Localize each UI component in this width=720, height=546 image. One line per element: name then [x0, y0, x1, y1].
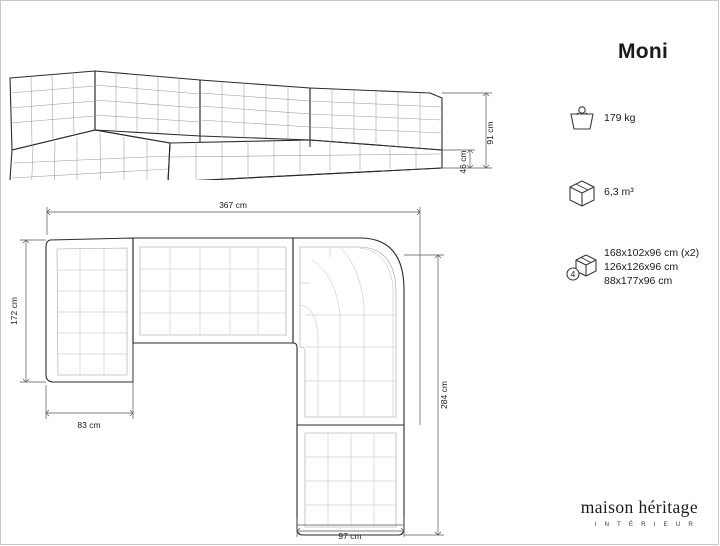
info-panel [560, 40, 710, 323]
spec-weight [560, 98, 710, 138]
dim-front-total-height: 91 cm [485, 121, 495, 145]
box-volume-icon [560, 176, 604, 208]
packages-icon [560, 250, 604, 284]
top-view-drawing [0, 195, 520, 545]
spec-packages [560, 246, 710, 289]
dim-left-module-width: 83 cm [77, 420, 101, 430]
dim-top-total-width: 367 cm [219, 200, 247, 210]
brand-name: maison héritage [580, 497, 698, 517]
volume-value: 6,3 m³ [604, 185, 634, 198]
spec-volume [560, 172, 710, 212]
top-view-svg [0, 195, 520, 540]
brand-logo [581, 497, 698, 528]
brand-tagline: I N T É R I E U R [594, 521, 696, 528]
dim-bottom-module-width: 97 cm [338, 531, 362, 540]
front-view-drawing [0, 30, 520, 185]
page-title: Moni [618, 40, 669, 63]
packages-value: 168x102x96 cm (x2) 126x126x96 cm 88x177x96 cm [604, 247, 700, 288]
dim-top-right-depth: 284 cm [439, 381, 449, 409]
package-count-badge: 4 [570, 269, 576, 280]
weight-icon [560, 104, 604, 132]
dim-top-left-depth: 172 cm [9, 297, 19, 325]
weight-value: 179 kg [604, 111, 636, 124]
dim-front-seat-height: 46 cm [458, 150, 468, 174]
front-view-svg [0, 30, 520, 180]
